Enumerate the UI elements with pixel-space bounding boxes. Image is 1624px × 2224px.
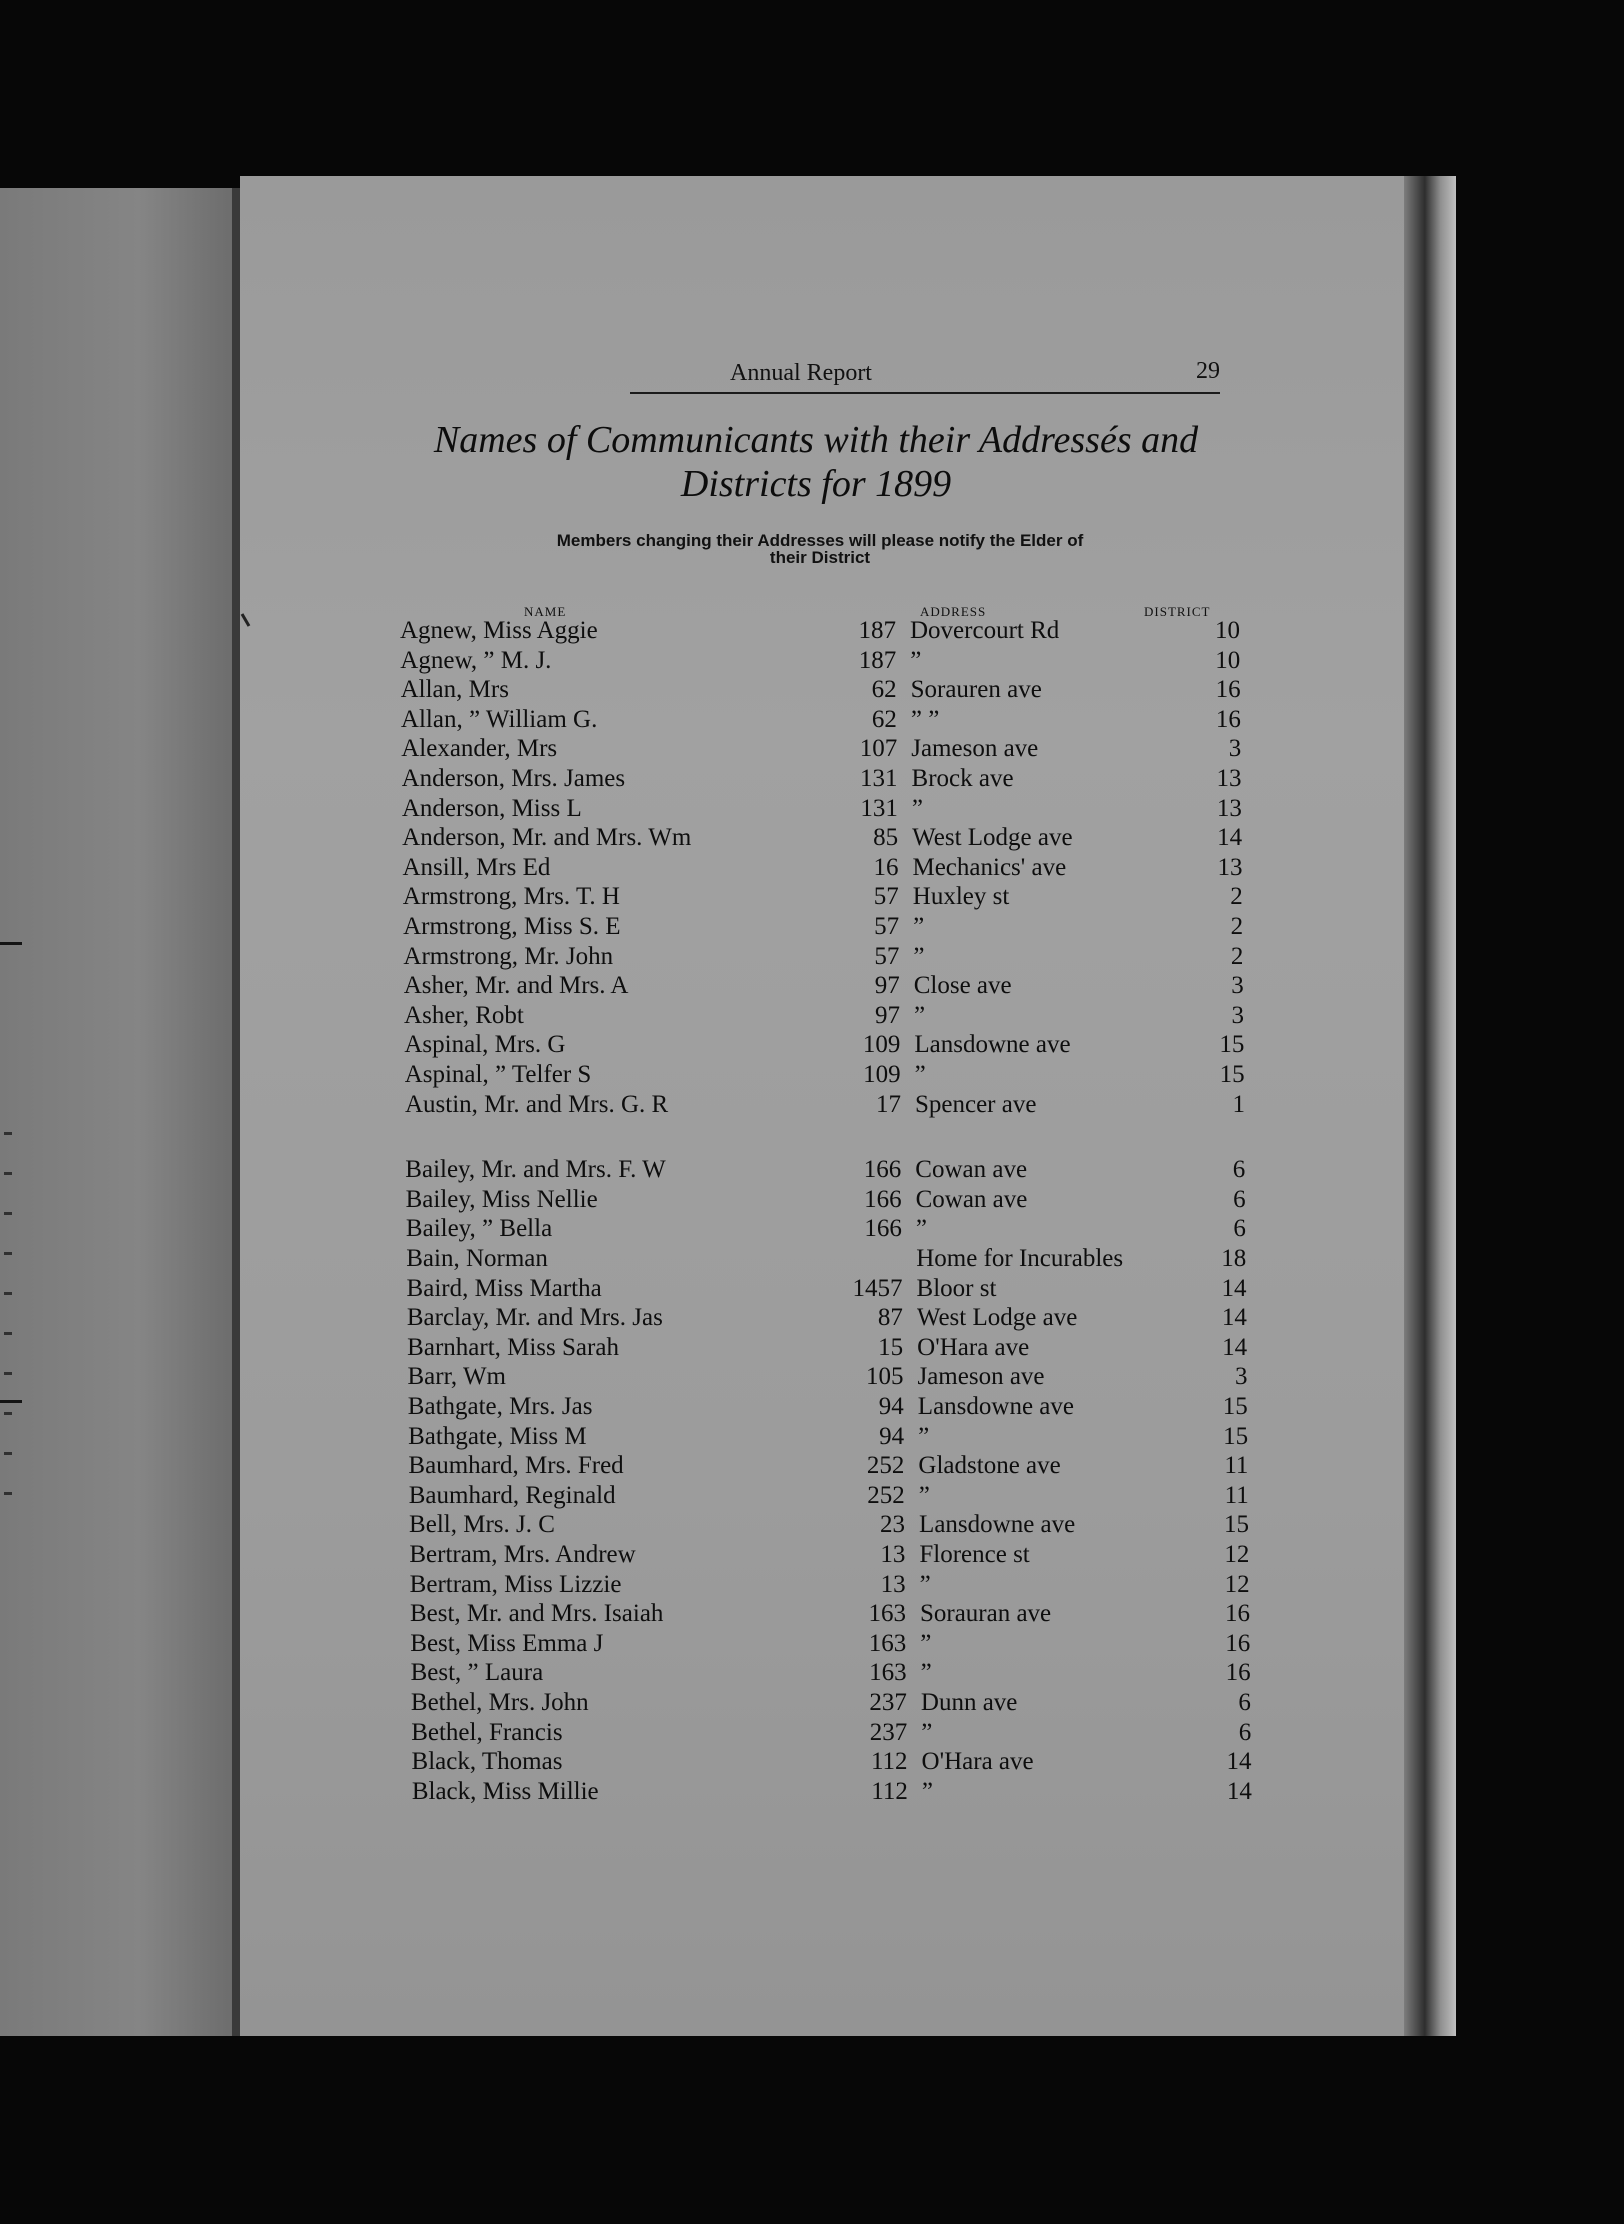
column-header-address: ADDRESS xyxy=(920,604,987,619)
entry-house-number: 252 xyxy=(867,1481,905,1509)
entry-house-number: 16 xyxy=(873,853,899,881)
entry-house-number: 112 xyxy=(871,1777,908,1805)
entry-house-number: 187 xyxy=(858,617,896,644)
entry-name: Best, ” Laura xyxy=(410,1659,544,1687)
entry-name: Bethel, Francis xyxy=(411,1718,563,1746)
list-item xyxy=(407,1274,1257,1304)
entry-house-number: 187 xyxy=(858,646,897,674)
entry-house-number: 131 xyxy=(860,794,898,822)
entry-name: Baumhard, Mrs. Fred xyxy=(408,1452,624,1480)
entry-address: O'Hara ave xyxy=(921,1748,1034,1776)
entry-house-number: 252 xyxy=(866,1452,905,1480)
entry-name: Aspinal, ” Telfer S xyxy=(404,1061,592,1088)
list-item xyxy=(405,1155,1255,1185)
entry-address: Cowan ave xyxy=(915,1156,1028,1184)
list-item xyxy=(412,1747,1262,1777)
entry-house-number: 166 xyxy=(863,1156,902,1184)
entry-house-number: 85 xyxy=(873,824,899,852)
entry-name: Best, Miss Emma J xyxy=(410,1629,604,1657)
entry-name: Black, Thomas xyxy=(411,1748,563,1776)
entry-district: 14 xyxy=(1217,824,1243,852)
entry-district: 15 xyxy=(1219,1031,1245,1059)
entry-name: Asher, Robt xyxy=(404,1001,524,1029)
entry-name: Bain, Norman xyxy=(406,1245,548,1272)
entry-house-number: 13 xyxy=(880,1541,906,1568)
entry-address: West Lodge ave xyxy=(916,1304,1078,1332)
entry-district: 3 xyxy=(1231,972,1244,1000)
entry-address: ” xyxy=(920,1659,932,1687)
entry-address: Sorauran ave xyxy=(919,1600,1052,1628)
list-item xyxy=(400,616,1250,646)
list-item xyxy=(404,1001,1254,1031)
entry-address: Lansdowne ave xyxy=(917,1393,1074,1420)
list-item xyxy=(409,1540,1259,1570)
entry-name: Baumhard, Reginald xyxy=(408,1481,616,1509)
entry-name: Alexander, Mrs xyxy=(401,735,558,763)
entry-district: 14 xyxy=(1221,1304,1247,1332)
list-item xyxy=(402,823,1252,853)
entry-name: Barnhart, Miss Sarah xyxy=(407,1333,619,1361)
entry-address: Lansdowne ave xyxy=(914,1031,1071,1059)
list-item xyxy=(408,1422,1258,1452)
list-item xyxy=(405,1060,1255,1090)
entry-district: 3 xyxy=(1231,1001,1245,1029)
list-item xyxy=(411,1718,1261,1748)
entry-district: 13 xyxy=(1216,765,1242,792)
entry-house-number: 23 xyxy=(880,1511,906,1539)
entry-house-number: 62 xyxy=(871,705,897,733)
entry-district: 2 xyxy=(1230,883,1243,911)
entry-name: Barclay, Mr. and Mrs. Jas xyxy=(406,1304,663,1332)
list-item xyxy=(403,912,1253,942)
page-edge xyxy=(1404,176,1456,2036)
page-title-line: Names of Communicants with their Addressés and xyxy=(433,419,1199,461)
list-item xyxy=(402,853,1252,883)
entry-name: Agnew, Miss Aggie xyxy=(400,617,598,644)
entry-address: ” xyxy=(921,1718,933,1746)
entry-district: 6 xyxy=(1238,1718,1252,1746)
entry-address: ” xyxy=(918,1481,930,1509)
entry-house-number: 237 xyxy=(869,1689,907,1716)
running-head xyxy=(630,358,1220,394)
entry-address: Home for Incurables xyxy=(916,1245,1124,1272)
list-item xyxy=(410,1629,1260,1659)
list-item xyxy=(403,882,1253,912)
entry-district: 14 xyxy=(1222,1333,1248,1361)
list-item xyxy=(407,1303,1257,1333)
entry-address: ” xyxy=(918,1422,930,1450)
entry-name: Agnew, ” M. J. xyxy=(400,646,552,674)
entry-address: O'Hara ave xyxy=(917,1333,1030,1361)
entry-district: 15 xyxy=(1223,1422,1249,1450)
entry-address: ” xyxy=(911,794,923,822)
entry-name: Allan, Mrs xyxy=(400,676,509,704)
entry-name: Bertram, Miss Lizzie xyxy=(409,1570,622,1598)
entry-address: ” xyxy=(910,646,922,674)
list-item xyxy=(404,1030,1254,1060)
list-item xyxy=(411,1688,1261,1718)
entry-house-number: 87 xyxy=(877,1304,903,1332)
entry-name: Armstrong, Miss S. E xyxy=(403,913,621,940)
list-item xyxy=(402,794,1252,824)
entry-house-number: 163 xyxy=(869,1659,907,1687)
entry-house-number: 166 xyxy=(864,1215,902,1243)
list-item xyxy=(408,1392,1258,1422)
entry-house-number: 107 xyxy=(859,735,898,763)
entry-district: 3 xyxy=(1234,1363,1248,1391)
list-item xyxy=(404,971,1254,1001)
entry-district: 6 xyxy=(1232,1156,1246,1184)
entry-address: Jameson ave xyxy=(917,1363,1045,1391)
entry-house-number: 1457 xyxy=(852,1274,903,1302)
book-gutter xyxy=(232,188,240,2036)
entry-name: Austin, Mr. and Mrs. G. R xyxy=(404,1090,669,1118)
entry-house-number: 109 xyxy=(863,1061,901,1088)
entry-district: 2 xyxy=(1230,913,1244,940)
entry-district: 12 xyxy=(1224,1541,1250,1568)
entry-house-number: 62 xyxy=(871,676,897,704)
entry-name: Anderson, Mr. and Mrs. Wm xyxy=(402,824,692,852)
entry-address: Brock ave xyxy=(911,765,1014,792)
entry-district: 3 xyxy=(1228,735,1242,763)
page-title xyxy=(396,418,1236,506)
entry-house-number: 94 xyxy=(878,1393,904,1420)
list-item xyxy=(405,1090,1255,1120)
list-item xyxy=(401,705,1251,735)
entry-district: 11 xyxy=(1224,1452,1249,1480)
entry-name: Bailey, ” Bella xyxy=(405,1215,553,1243)
page-title-line: Districts for 1899 xyxy=(680,463,952,505)
entry-house-number: 166 xyxy=(864,1185,902,1213)
entry-district: 16 xyxy=(1215,705,1241,733)
entry-name: Bathgate, Miss M xyxy=(408,1422,587,1450)
entry-house-number: 112 xyxy=(870,1748,908,1776)
entry-house-number: 163 xyxy=(868,1600,906,1628)
entry-house-number: 163 xyxy=(868,1629,907,1657)
entry-address: Cowan ave xyxy=(915,1185,1028,1213)
entry-name: Aspinal, Mrs. G xyxy=(404,1031,566,1059)
entry-name: Armstrong, Mr. John xyxy=(403,942,614,970)
list-item xyxy=(407,1362,1257,1392)
entry-district: 10 xyxy=(1215,646,1241,674)
entry-address: ” xyxy=(914,1001,926,1029)
entry-name: Armstrong, Mrs. T. H xyxy=(402,883,620,911)
entry-address: Florence st xyxy=(919,1541,1030,1568)
entry-name: Best, Mr. and Mrs. Isaiah xyxy=(409,1600,664,1628)
entry-address: ” xyxy=(914,1061,926,1088)
entry-district: 18 xyxy=(1221,1245,1247,1272)
entry-name: Bathgate, Mrs. Jas xyxy=(407,1393,593,1420)
list-item xyxy=(406,1185,1256,1215)
list-item xyxy=(408,1451,1258,1481)
list-item xyxy=(402,764,1252,794)
entry-name: Bethel, Mrs. John xyxy=(410,1689,589,1716)
entry-name: Allan, ” William G. xyxy=(400,705,598,733)
list-item xyxy=(412,1777,1262,1807)
entry-district: 6 xyxy=(1233,1185,1246,1213)
entry-address: Jameson ave xyxy=(911,735,1039,763)
list-item xyxy=(406,1244,1256,1274)
notice-line: their District xyxy=(769,548,871,567)
entry-name: Asher, Mr. and Mrs. A xyxy=(403,972,629,1000)
entry-house-number: 17 xyxy=(875,1090,901,1118)
entry-district: 13 xyxy=(1217,853,1243,881)
entry-name: Ansill, Mrs Ed xyxy=(402,853,551,881)
entry-district: 16 xyxy=(1215,676,1241,704)
entry-house-number: 94 xyxy=(879,1422,905,1450)
list-item xyxy=(409,1481,1259,1511)
list-item xyxy=(400,646,1250,676)
entry-house-number: 105 xyxy=(865,1363,904,1391)
entry-district: 15 xyxy=(1219,1061,1245,1088)
entry-address: West Lodge ave xyxy=(912,824,1073,852)
entry-address: ” xyxy=(921,1777,933,1805)
facing-page-edge-marks xyxy=(0,188,20,2036)
entry-district: 6 xyxy=(1238,1689,1251,1716)
entry-address: ” xyxy=(920,1629,932,1657)
entry-name: Black, Miss Millie xyxy=(411,1777,599,1805)
list-item xyxy=(403,942,1253,972)
entry-house-number: 97 xyxy=(874,972,900,1000)
list-item xyxy=(409,1510,1259,1540)
entry-house-number: 109 xyxy=(862,1031,901,1059)
list-item xyxy=(406,1214,1256,1244)
entry-house-number: 237 xyxy=(869,1718,908,1746)
entry-house-number: 57 xyxy=(874,942,900,970)
entry-address: ” xyxy=(913,942,925,970)
entry-address: Bloor st xyxy=(916,1274,997,1302)
entry-district: 16 xyxy=(1225,1659,1251,1687)
entry-name: Baird, Miss Martha xyxy=(406,1274,602,1302)
entry-district: 15 xyxy=(1222,1393,1248,1420)
entry-district: 10 xyxy=(1215,617,1240,644)
entry-house-number: 57 xyxy=(873,883,899,911)
entry-address: ” xyxy=(919,1570,931,1598)
entry-address: Lansdowne ave xyxy=(919,1511,1076,1539)
entry-district: 14 xyxy=(1226,1777,1252,1805)
entry-name: Anderson, Mrs. James xyxy=(401,765,626,792)
entry-district: 15 xyxy=(1224,1511,1250,1539)
entry-district: 1 xyxy=(1232,1090,1245,1118)
running-head-title: Annual Report xyxy=(730,360,872,386)
entry-name: Bell, Mrs. J. C xyxy=(409,1511,555,1539)
column-header-district: DISTRICT xyxy=(1144,604,1211,619)
entry-address: Close ave xyxy=(913,972,1012,1000)
entry-address: ” ” xyxy=(910,705,940,733)
entry-address: Huxley st xyxy=(912,883,1010,911)
column-header-name: NAME xyxy=(524,604,567,619)
list-item xyxy=(401,734,1251,764)
entry-house-number: 13 xyxy=(880,1570,906,1598)
notice xyxy=(430,532,1210,566)
entry-name: Bertram, Mrs. Andrew xyxy=(409,1541,636,1568)
entry-address: Dunn ave xyxy=(920,1689,1018,1716)
entry-district: 14 xyxy=(1226,1748,1252,1776)
entry-name: Barr, Wm xyxy=(407,1363,506,1391)
entry-district: 6 xyxy=(1233,1215,1246,1243)
list-item xyxy=(407,1333,1257,1363)
entry-name: Bailey, Miss Nellie xyxy=(405,1185,598,1213)
entry-address: ” xyxy=(915,1215,928,1243)
entry-district: 16 xyxy=(1225,1629,1251,1657)
entry-address: ” xyxy=(913,913,925,940)
notice-line: Members changing their Addresses will please notify the Elder of xyxy=(556,531,1084,550)
entry-address: Mechanics' ave xyxy=(912,853,1067,881)
entry-address: Dovercourt Rd xyxy=(910,617,1060,644)
list-item xyxy=(410,1599,1260,1629)
entry-name: Bailey, Mr. and Mrs. F. W xyxy=(405,1156,666,1184)
entry-house-number: 15 xyxy=(878,1333,904,1361)
entry-address: Sorauren ave xyxy=(910,676,1042,704)
entry-district: 11 xyxy=(1224,1481,1249,1509)
entry-district: 16 xyxy=(1224,1600,1250,1628)
entry-house-number: 131 xyxy=(860,765,898,792)
list-item xyxy=(411,1658,1261,1688)
entry-address: Spencer ave xyxy=(914,1090,1037,1118)
entry-district: 12 xyxy=(1224,1570,1250,1598)
entry-district: 14 xyxy=(1221,1274,1247,1302)
facing-page xyxy=(0,188,232,2036)
entry-name: Anderson, Miss L xyxy=(401,794,582,822)
entry-district: 2 xyxy=(1230,942,1244,970)
entry-district: 13 xyxy=(1216,794,1242,822)
list-item xyxy=(410,1570,1260,1600)
list-item xyxy=(401,675,1251,705)
page-number: 29 xyxy=(1196,358,1220,384)
entry-house-number: 97 xyxy=(875,1001,901,1029)
entry-house-number: 57 xyxy=(874,913,900,940)
entry-address: Gladstone ave xyxy=(918,1452,1061,1480)
